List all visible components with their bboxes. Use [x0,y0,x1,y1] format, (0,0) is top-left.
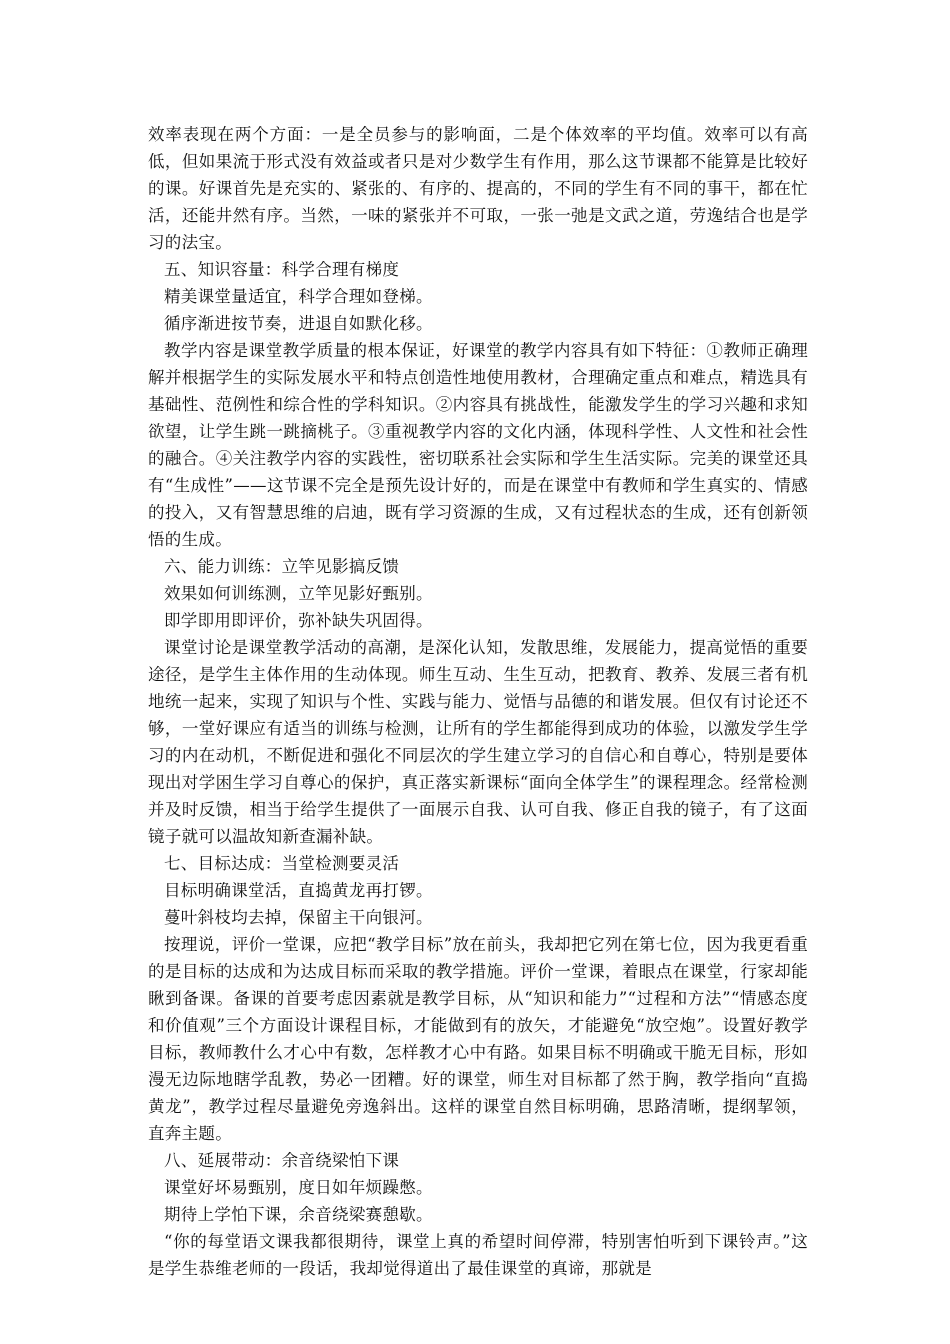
paragraph-student-quote: “你的每堂语文课我都很期待，课堂上真的希望时间停滞，特别害怕听到下课铃声。”这是学生恭维老师的一段话，我却觉得道出了最佳课堂的真谛，那就是 [148,1232,808,1278]
paragraph-classroom-discussion: 课堂讨论是课堂教学活动的高潮，是深化认知，发散思维，发展能力，提高觉悟的重要途径，是学生主体作用的生动体现。师生互动、生生互动，把教育、教养、发展三者有机地统一起来，实现了知识与个性、实践与能力、觉悟与品德的和谐发展。但仅有讨论还不够，一堂好课应有适当的训练与检测，让所有的学生都能得到成功的体验，以激发学生学习的内在动机，不断促进和强化不同层次的学生建立学习的自信心和自尊心，特别是要体现出对学困生学习自尊心的保护，真正落实新课标“面向全体学生”的课程理念。经常检测并及时反馈，相当于给学生提供了一面展示自我、认可自我、修正自我的镜子，有了这面镜子就可以温故知新查漏补缺。 [148,638,808,846]
paragraph-teaching-content: 教学内容是课堂教学质量的根本保证，好课堂的教学内容具有如下特征：①教师正确理解并根据学生的实际发展水平和特点创造性地使用教材，合理确定重点和难点，精选具有基础性、范例性和综合性的学科知识。②内容具有挑战性，能激发学生的学习兴趣和求知欲望，让学生跳一跳摘桃子。③重视教学内容的文化内涵，体现科学性、人文性和社会性的融合。④关注教学内容的实践性，密切联系社会实际和学生生活实际。完美的课堂还具有“生成性”——这节课不完全是预先设计好的，而是在课堂中有教师和学生真实的、情感的投入，又有智慧思维的启迪，既有学习资源的生成，又有过程状态的生成，还有创新领悟的生成。 [148,341,808,549]
paragraph-teaching-goals: 按理说，评价一堂课，应把“教学目标”放在前头，我却把它列在第七位，因为我更看重的是目标的达成和为达成目标而采取的教学措施。评价一堂课，着眼点在课堂，行家却能瞅到备课。备课的首要考虑因素就是教学目标，从“知识和能力”“过程和方法”“情感态度和价值观”三个方面设计课程目标，才能做到有的放矢，才能避免“放空炮”。设置好教学目标，教师教什么才心中有数，怎样教才心中有路。如果目标不明确或干脆无目标，形如漫无边际地瞎学乱教，势必一团糟。好的课堂，师生对目标都了然于胸，教学指向“直捣黄龙”，教学过程尽量避免旁逸斜出。这样的课堂自然目标明确，思路清晰，提纲挈领，直奔主题。 [148,935,808,1143]
paragraph-efficiency: 效率表现在两个方面：一是全员参与的影响面，二是个体效率的平均值。效率可以有高低，但如果流于形式没有效益或者只是对少数学生有作用，那么这节课都不能算是比较好的课。好课首先是充实的、紧张的、有序的、提高的，不同的学生有不同的事干，都在忙活，还能井然有序。当然，一味的紧张并不可取，一张一弛是文武之道，劳逸结合也是学习的法宝。 [148,125,808,252]
verse-line: 课堂好坏易甄别，度日如年烦躁憋。 [164,1178,433,1197]
verse-line: 期待上学怕下课，余音绕梁赛憩歇。 [164,1205,433,1224]
document-body [148,121,808,1282]
heading-section-5: 五、知识容量：科学合理有梯度 [164,260,400,279]
verse-line: 精美课堂量适宜，科学合理如登梯。 [164,287,433,306]
verse-line: 目标明确课堂活，直捣黄龙再打锣。 [164,881,433,900]
heading-section-7: 七、目标达成：当堂检测要灵活 [164,854,400,873]
verse-line: 蔓叶斜枝均去掉，保留主干向银河。 [164,908,433,927]
verse-line: 循序渐进按节奏，进退自如默化移。 [164,314,433,333]
heading-section-6: 六、能力训练：立竿见影搞反馈 [164,557,400,576]
heading-section-8: 八、延展带动：余音绕梁怕下课 [164,1151,400,1170]
verse-line: 即学即用即评价，弥补缺失巩固得。 [164,611,433,630]
verse-line: 效果如何训练测，立竿见影好甄别。 [164,584,433,603]
